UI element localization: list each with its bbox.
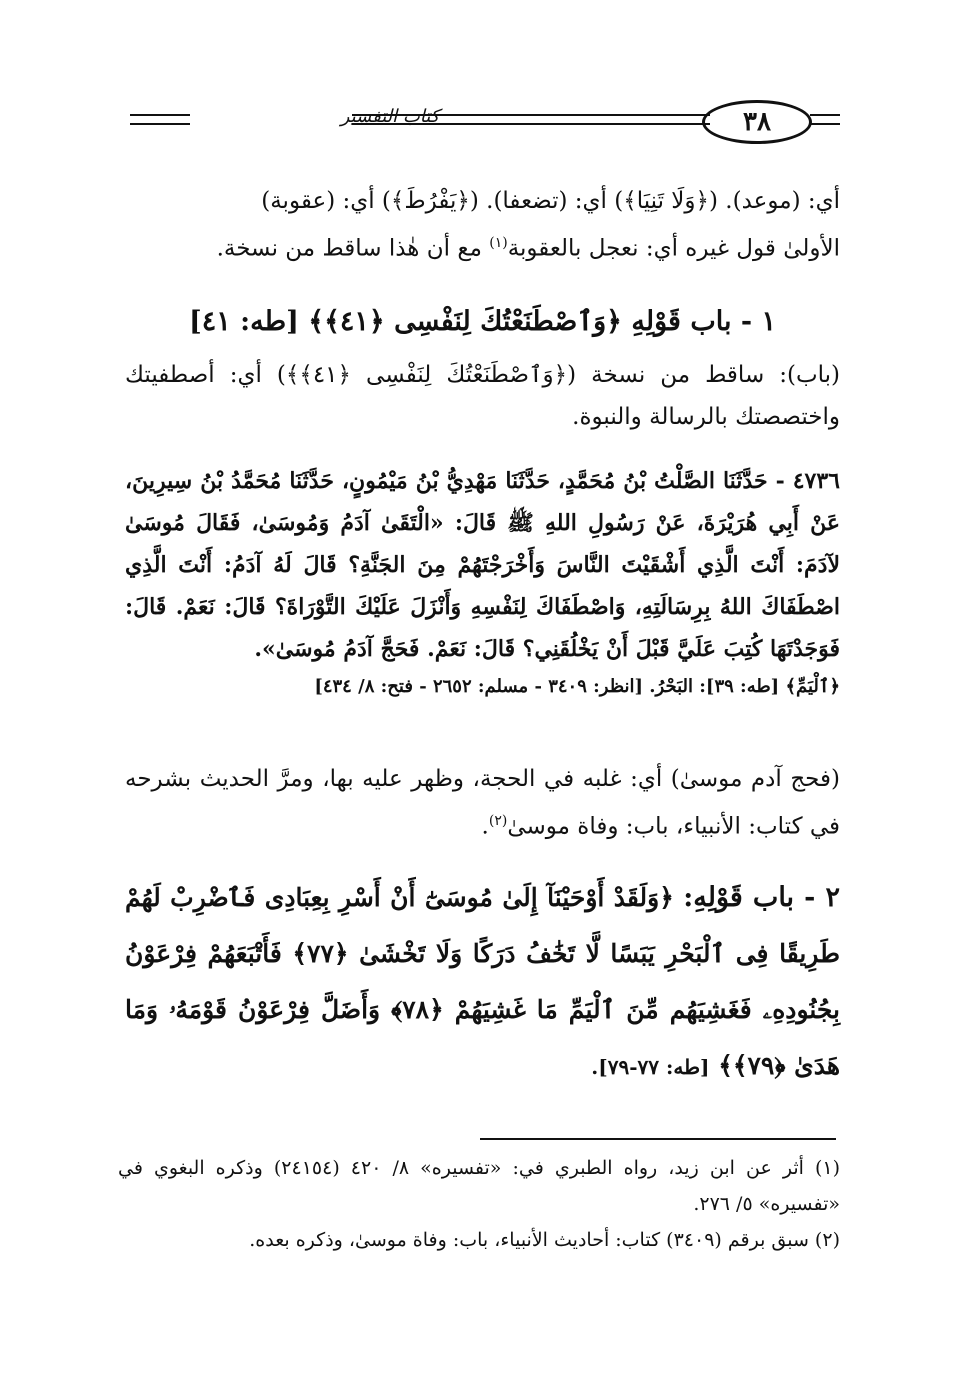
chapter-2-heading — [125, 870, 840, 1095]
page-number: ٣٨ — [702, 100, 812, 144]
intro-line-1: أي: (موعد). (﴿وَلَا تَنِيَا﴾) أي: (تضعفا). (﴿يَفْرُطَ﴾) أي: (عقوبة) — [261, 188, 840, 214]
footnote-divider — [480, 1138, 836, 1140]
page-header — [120, 100, 840, 150]
chapter-2-verse: ﴿وَلَقَدْ أَوْحَيْنَآ إِلَىٰ مُوسَىٰٓ أَنْ أَسْرِ بِعِبَادِى فَٱضْرِبْ لَهُمْ طَرِيقًا فِى ٱلْبَحْرِ يَبَسًا لَّا تَخَٰفُ دَرَكًا وَلَا تَخْشَىٰ ﴿٧٧﴾ فَأَتْبَعَهُمْ فِرْعَوْنُ بِجُنُودِهِۦ فَغَشِيَهُم مِّنَ ٱلْيَمِّ مَا غَشِيَهُمْ ﴿٧٨﴾ وَأَضَلَّ فِرْعَوْنُ قَوْمَهُۥ وَمَا هَدَىٰ ﴿٧٩﴾﴾ — [125, 883, 840, 1080]
commentary — [125, 758, 840, 848]
chapter-1-note: (باب): ساقط من نسخة (﴿وَٱصْطَنَعْتُكَ لِنَفْسِى ﴿٤١﴾﴾) أي: أصطفيتك واختصصتك بالرسالة والنبوة. — [125, 362, 840, 430]
header-rule-right — [810, 114, 840, 125]
hadith-reference: ﴿ٱلْيَمِّ﴾ [طه: ٣٩]: البَحْرُ. [انظر: ٣٤٠٩ - مسلم: ٢٦٥٢ - فتح: ٨/ ٤٣٤] — [314, 676, 840, 697]
intro-line-2: الأولىٰ قول غيره أي: نعجل بالعقوبة$^{(١)}$ مع أن هٰذا ساقط من نسخة. — [216, 235, 840, 262]
footnote-ref-1: (١) — [489, 235, 508, 251]
chapter-2 — [125, 870, 840, 1095]
header-rule-middle — [352, 114, 710, 125]
chapter-1-title: ١ - باب قَوْلِهِ ﴿وَٱصْطَنَعْتُكَ لِنَفْسِى ﴿٤١﴾﴾ [طه: ٤١] — [188, 306, 777, 337]
chapter-2-title: ٢ - باب قَوْلِهِ: — [683, 882, 840, 913]
hadith-block — [125, 460, 840, 704]
commentary-text: (فحج آدم موسىٰ) أي: غلبه في الحجة، وظهر عليه بها، ومرَّ الحديث بشرحه في كتاب: الأنبياء، باب: وفاة موسىٰ$^{(٢)}$. — [125, 766, 840, 840]
footnotes — [118, 1150, 840, 1258]
hadith-text: ٤٧٣٦ - حَدَّثَنَا الصَّلْتُ بْنُ مُحَمَّدٍ، حَدَّثَنَا مَهْدِيُّ بْنُ مَيْمُونٍ، حَدَّثَنَا مُحَمَّدُ بْنُ سِيرِينَ، عَنْ أَبِي هُرَيْرَةَ، عَنْ رَسُولِ اللهِ ﷺ قَالَ: «الْتَقَىٰ آدَمُ وَمُوسَىٰ، فَقَالَ مُوسَىٰ لآدَمَ: أَنْتَ الَّذِي أَشْقَيْتَ النَّاسَ وَأَخْرَجْتَهُمْ مِنَ الجَنَّةِ؟ قَالَ لَهُ آدَمُ: أَنْتَ الَّذِي اصْطَفَاكَ اللهُ بِرِسَالَتِهِ، وَاصْطَفَاكَ لِنَفْسِهِ وَأَنْزَلَ عَلَيْكَ التَّوْرَاةَ؟ قَالَ: نَعَمْ. قَالَ: فَوَجَدْتَهَا كُتِبَ عَلَيَّ قَبْلَ أَنْ يَخْلُقَنِي؟ قَالَ: نَعَمْ. فَحَجَّ آدَمُ مُوسَىٰ». — [125, 468, 840, 662]
footnote-ref-2: (٢) — [488, 813, 508, 829]
footnote-1: (١) أثر عن ابن زيد، رواه الطبري في: «تفسيره» ٨/ ٤٢٠ (٢٤١٥٤) وذكره البغوي في «تفسيره» ٥/ ٢٧٦. — [118, 1157, 840, 1215]
chapter-2-ref: [طه: ٧٧-٧٩]. — [591, 1055, 710, 1079]
book-title: كتاب التفسير — [340, 106, 440, 127]
chapter-1 — [125, 300, 840, 438]
intro-paragraph — [125, 180, 840, 270]
header-rule-left — [130, 114, 190, 125]
footnote-2: (٢) سبق برقم (٣٤٠٩) كتاب: أحاديث الأنبياء، باب: وفاة موسىٰ، وذكره بعده. — [249, 1229, 840, 1251]
